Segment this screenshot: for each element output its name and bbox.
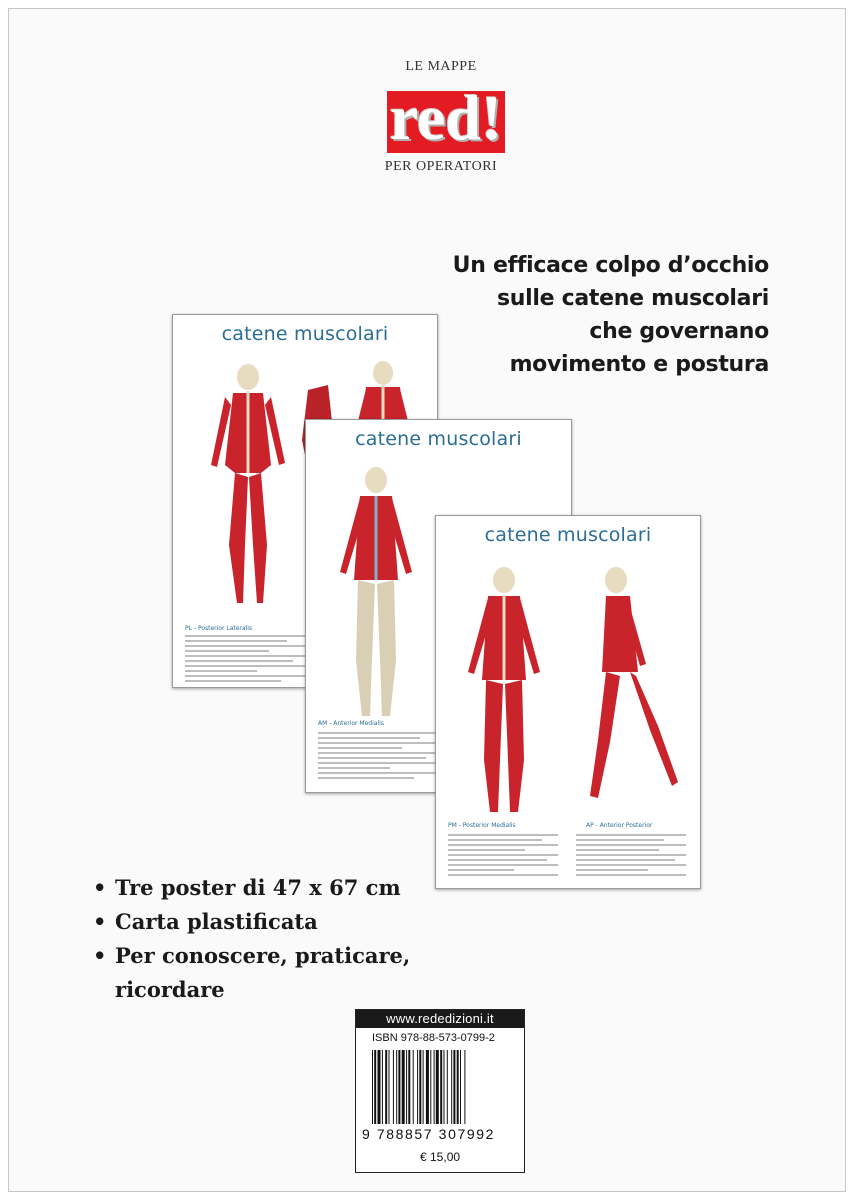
logo-bottom-text: PER OPERATORI xyxy=(384,159,498,174)
poster-title: catene muscolari xyxy=(484,524,652,546)
barcode-bars xyxy=(372,1050,514,1124)
poster-legend xyxy=(185,635,305,685)
feature-list xyxy=(93,871,410,1007)
price: € 15,00 xyxy=(420,1150,461,1164)
poster-caption: PL - Posterior Lateralis xyxy=(185,625,253,632)
feature-item: • Tre poster di 47 x 67 cm xyxy=(93,871,410,905)
tagline-line: movimento e postura xyxy=(509,352,769,377)
poster-legend-2 xyxy=(576,834,686,879)
feature-item: • Carta plastificata xyxy=(93,905,410,939)
poster-3 xyxy=(435,515,701,889)
isbn-text: ISBN 978-88-573-0799-2 xyxy=(372,1032,495,1044)
logo-top-text: LE MAPPE xyxy=(405,59,477,74)
tagline-line: che governano xyxy=(589,319,769,344)
logo-brand: red! xyxy=(389,82,503,153)
anatomy-figure-1 xyxy=(193,355,303,605)
poster-legend xyxy=(318,732,438,782)
poster-caption-2: AP - Anterior Posterior xyxy=(586,822,653,829)
tagline-line: sulle catene muscolari xyxy=(497,286,769,311)
anatomy-figure-1 xyxy=(326,460,426,720)
barcode-box xyxy=(355,1009,525,1173)
tagline xyxy=(453,249,769,381)
anatomy-figure-1 xyxy=(454,560,554,816)
feature-item: • Per conoscere, praticare, xyxy=(93,939,410,973)
poster-caption: AM - Anterior Medialis xyxy=(318,720,384,727)
poster-caption: PM - Posterior Medialis xyxy=(448,822,516,829)
poster-legend xyxy=(448,834,558,879)
back-cover xyxy=(8,8,846,1192)
anatomy-figure-2 xyxy=(576,560,686,800)
logo-red-box xyxy=(387,83,505,157)
feature-item-continuation: ricordare xyxy=(115,977,225,1002)
ean-number: 9 788857 307992 xyxy=(362,1126,495,1142)
poster-title: catene muscolari xyxy=(355,428,522,450)
publisher-url: www.rededizioni.it xyxy=(356,1010,524,1028)
tagline-line: Un efficace colpo d’occhio xyxy=(452,253,769,278)
poster-title: catene muscolari xyxy=(221,323,389,345)
publisher-logo xyxy=(377,59,505,181)
